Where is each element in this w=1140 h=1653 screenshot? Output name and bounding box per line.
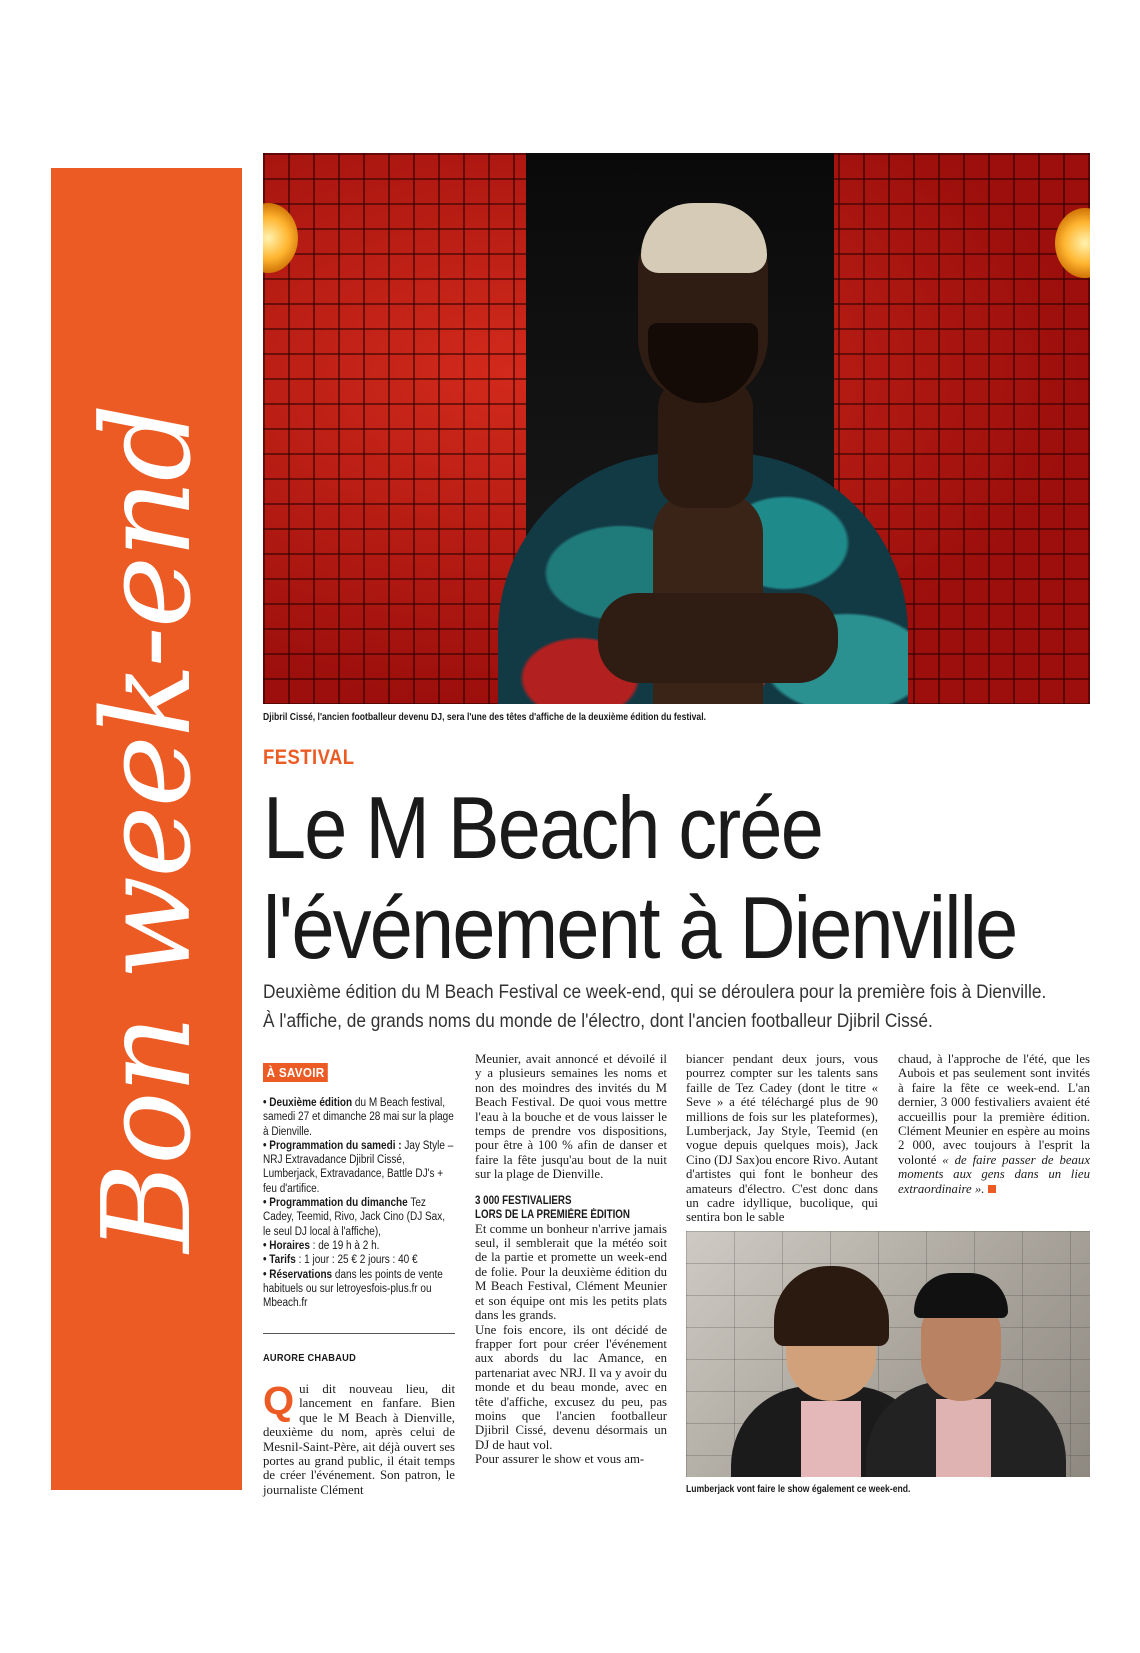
section-band-title: Bon week-end <box>75 405 218 1253</box>
intertitle-line-2: LORS DE LA PREMIÈRE ÉDITION <box>475 1208 630 1221</box>
info-item: • Réservations dans les points de vente habituels ou sur letroyesfois-plus.fr ou Mbeach.fr <box>263 1268 443 1310</box>
column-text: chaud, à l'approche de l'été, que les Aubois et pas seulement sont invités à faire la fête ce week-end. L'an dernier, 3 000 festivaliers avaient été accueillis pour la première édition. Clément Meunier en espère au moins 2 000, avec toujours à l'esprit la volonté <box>898 1052 1090 1167</box>
photo-caption-top: Djibril Cissé, l'ancien footballeur devenu DJ, sera l'une des têtes d'affiche de la deuxième édition du festival. <box>263 711 706 723</box>
article-standfirst <box>263 978 1046 1036</box>
info-item: • Programmation du samedi : Jay Style – NRJ Extravadance Djibril Cissé, Lumberjack, Extravadance, Battle DJ's + feu d'artifice. <box>263 1139 454 1195</box>
end-mark-icon <box>988 1185 996 1193</box>
article-byline: AURORE CHABAUD <box>263 1352 357 1364</box>
drop-cap: Q <box>263 1379 295 1423</box>
article-headline <box>263 778 1017 978</box>
headline-line-1: Le M Beach crée <box>263 778 823 877</box>
info-item: • Horaires : de 19 h à 2 h. <box>263 1239 380 1252</box>
info-box <box>263 1063 455 1310</box>
article-column-3 <box>686 1052 878 1225</box>
info-item: • Tarifs : 1 jour : 25 € 2 jours : 40 € <box>263 1254 418 1267</box>
standfirst-line-1: Deuxième édition du M Beach Festival ce week-end, qui se déroulera pour la première fois à Dienville. <box>263 982 1047 1003</box>
section-band <box>51 168 242 1490</box>
info-item: • Deuxième édition du M Beach festival, samedi 27 et dimanche 28 mai sur la plage à Dienville. <box>263 1097 454 1138</box>
column-text: Meunier, avait annoncé et dévoilé il y a plusieurs semaines les noms et non des moindres des invités du M Beach Festival. De quoi vous mettre l'eau à la bouche et de vous laisser le temps de prendre vos dispositions, pour être à 100 % afin de danser et faire la fête jusqu'au bout de la nuit sur la plage de Dienville. <box>475 1052 667 1182</box>
standfirst-line-2: À l'affiche, de grands noms du monde de l'électro, dont l'ancien footballeur Djibril Cissé. <box>263 1011 933 1032</box>
intertitle-line-1: 3 000 FESTIVALIERS <box>475 1194 572 1207</box>
column-text: Pour assurer le show et vous am- <box>475 1452 645 1467</box>
info-item: • Programmation du dimanche Tez Cadey, Teemid, Rivo, Jack Cino (DJ Sax, le seul DJ local à l'affiche), <box>263 1197 446 1238</box>
info-box-body <box>263 1096 454 1310</box>
column-text: ui dit nouveau lieu, dit lancement en fanfare. Bien que le M Beach à Dienville, deuxième du nom, après celui de Mesnil-Saint-Père, ait déjà ouvert ses portes au grand public, il était temps de créer l'événement. Son patron, le journaliste Clément <box>263 1382 455 1497</box>
article-column-1 <box>263 1379 455 1497</box>
photo-lumberjack <box>686 1231 1090 1477</box>
info-box-tag: À SAVOIR <box>263 1063 328 1082</box>
info-box-divider <box>263 1333 455 1334</box>
article-column-2 <box>475 1052 667 1467</box>
article-rubric: FESTIVAL <box>263 746 355 769</box>
photo-djibril-cisse <box>263 153 1090 704</box>
closing-quote: « de faire passer de beaux moments aux gens dans un lieu extraordinaire ». <box>898 1152 1091 1196</box>
column-text: Et comme un bonheur n'arrive jamais seul, il semblerait que la météo soit de la partie et promette un week-end de folie. Pour la deuxième édition du M Beach Festival, Clément Meunier et son équipe ont mis les petits plats dans les grands. <box>475 1221 667 1323</box>
headline-line-2: l'événement à Dienville <box>263 878 1017 977</box>
column-text: biancer pendant deux jours, vous pourrez compter sur les talents sans faille de Tez Cadey (dont le titre « Seve » a été téléchargé plus de 90 millions de fois sur les plateformes), Lumberjack, Jay Style, Teemid (en vogue depuis quelques mois), Jack Cino (DJ Sax)ou encore Rivo. Autant d'artistes qui font le bonheur des amateurs d'électro. C'est donc dans un cadre idyllique, bucolique, qui sentira bon le sable <box>686 1052 878 1225</box>
column-text: Une fois encore, ils ont décidé de frapper fort pour créer l'événement aux abords du lac Amance, en partenariat avec NRJ. Il va y avoir du monde et du beau monde, avec en tête d'affiche, excusez du peu, pas moins que l'ancien footballeur Djibril Cissé, devenu désormais un DJ de haut vol. <box>475 1322 667 1452</box>
article-column-4 <box>898 1052 1090 1196</box>
photo-caption-bottom: Lumberjack vont faire le show également ce week-end. <box>686 1483 911 1495</box>
